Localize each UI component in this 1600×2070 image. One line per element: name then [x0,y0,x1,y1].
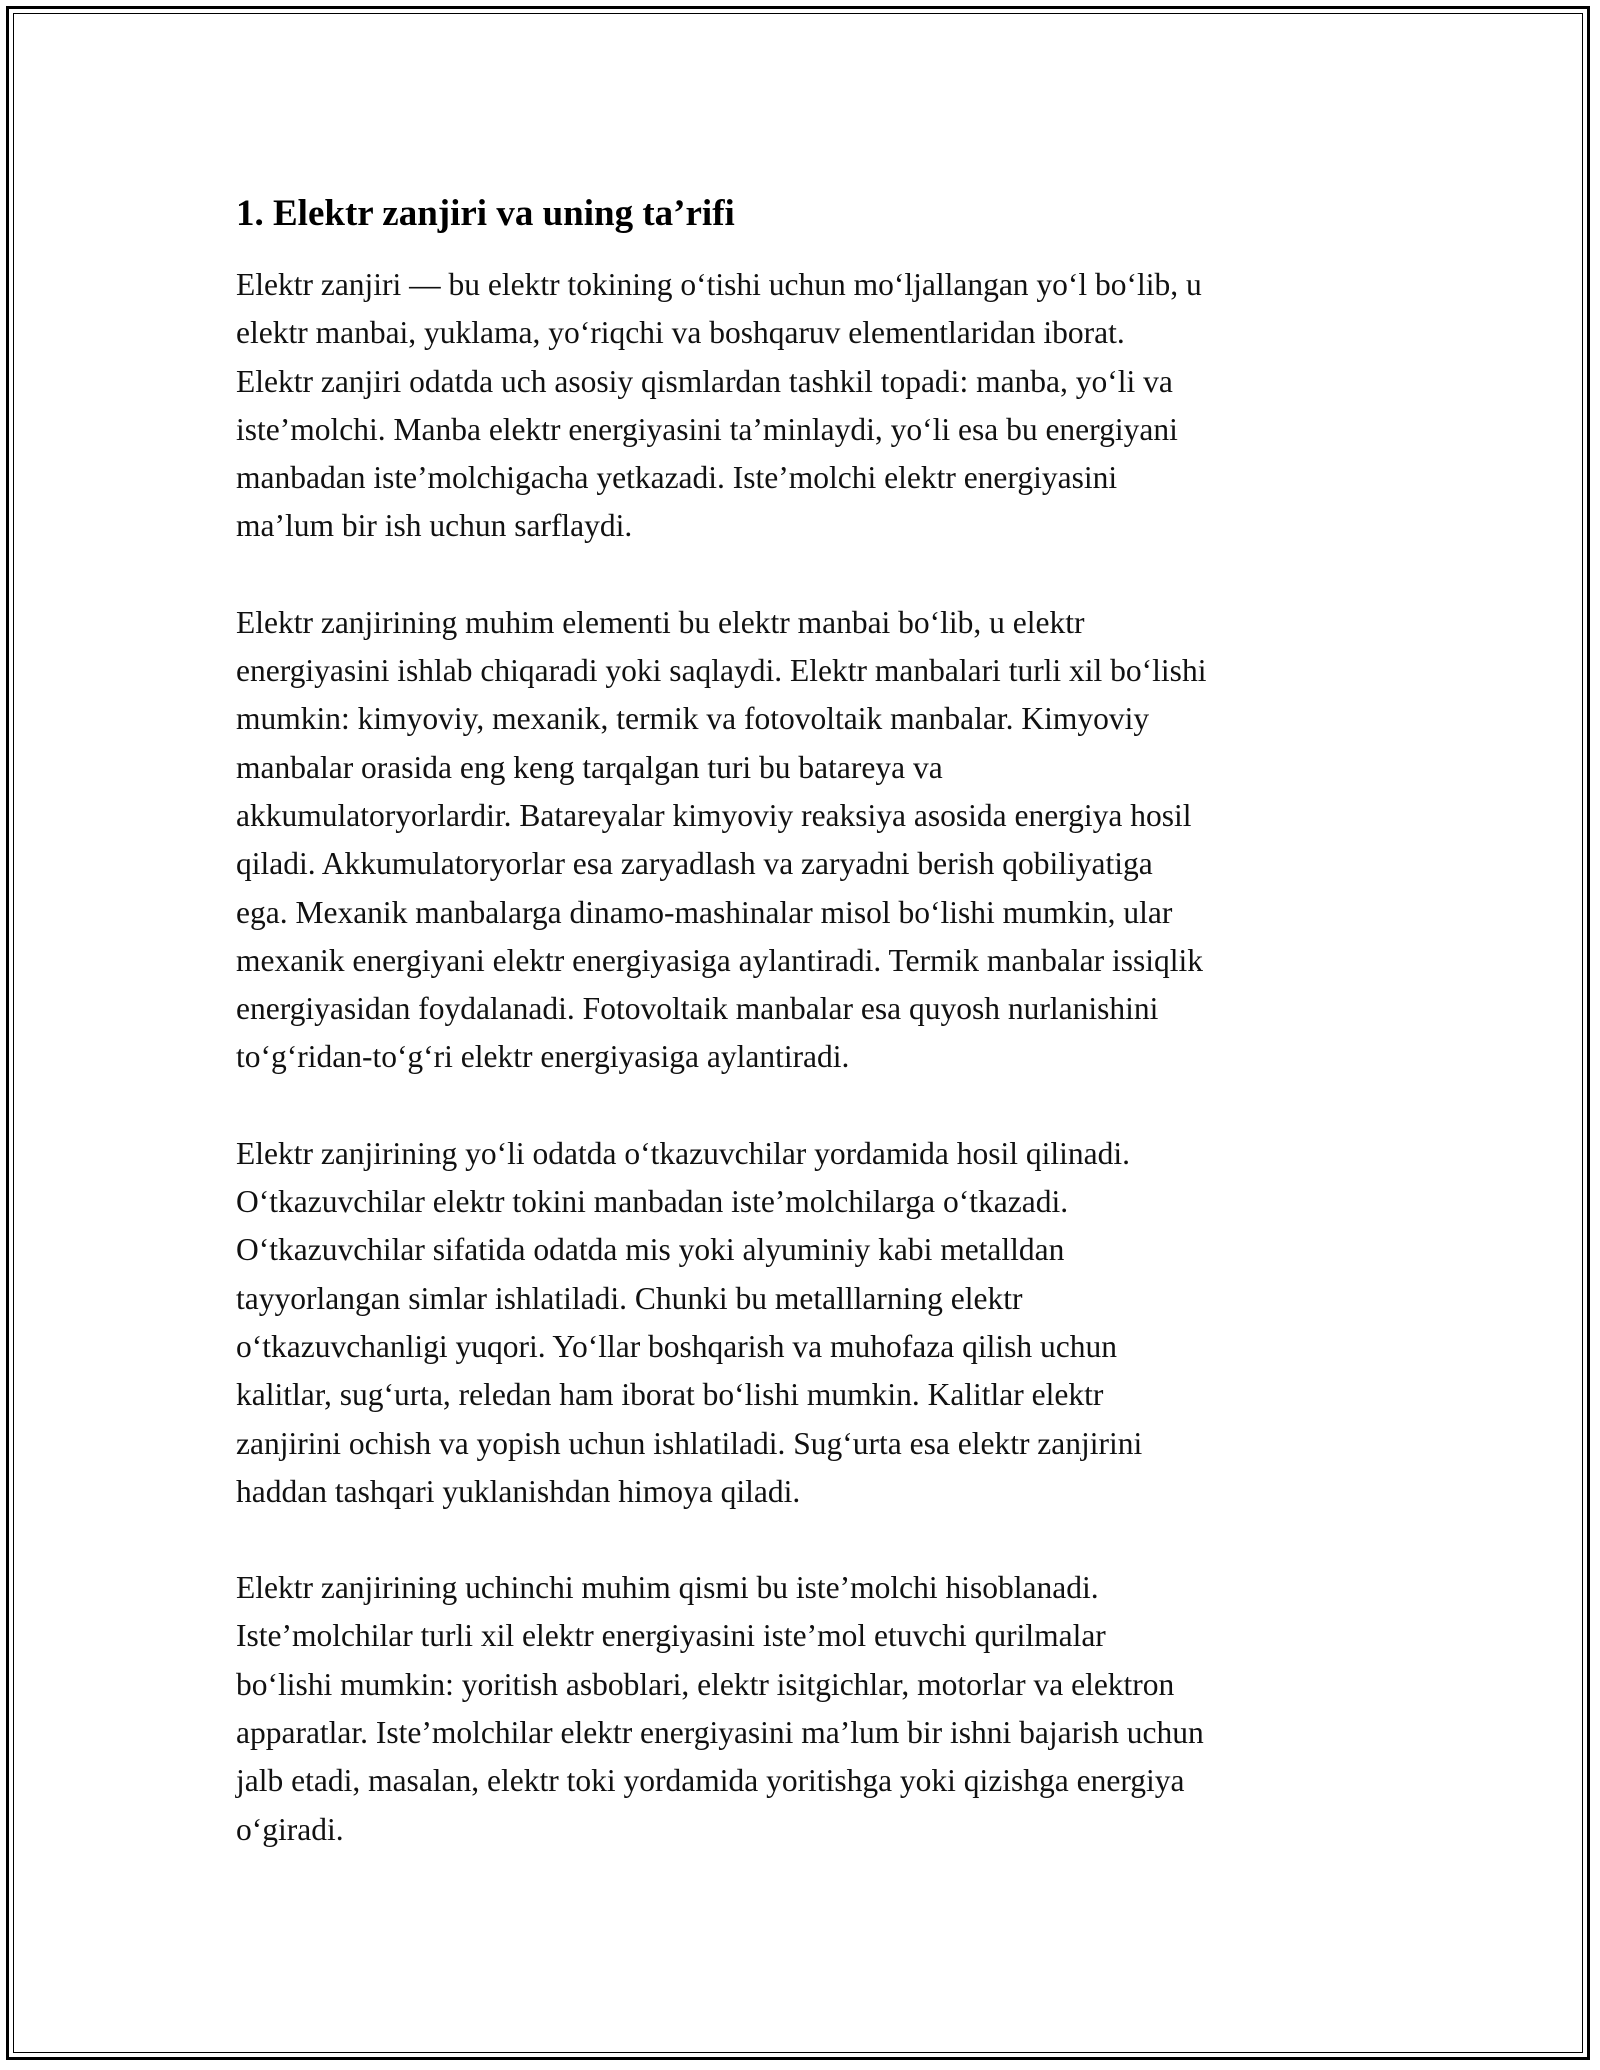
document-body [236,185,1376,1902]
paragraph-circuit-definition: Elektr zanjiri — bu elektr tokining o‘tishi uchun mo‘ljallangan yo‘l bo‘lib, u elektr manbai, yuklama, yo‘riqchi va boshqaruv elementlaridan iborat. Elektr zanjiri odatda uch asosiy qismlardan tashkil topadi: manba, yo‘li va iste’molchi. Manba elektr energiyasini ta’minlaydi, yo‘li esa bu energiyani manbadan iste’molchigacha yetkazadi. Iste’molchi elektr energiyasini ma’lum bir ish uchun sarflaydi. [236,267,1202,544]
paragraph-consumers: Elektr zanjirining uchinchi muhim qismi bu iste’molchi hisoblanadi. Iste’molchilar turli xil elektr energiyasini iste’mol etuvchi qurilmalar bo‘lishi mumkin: yoritish asboblari, elektr isitgichlar, motorlar va elektron apparatlar. Iste’molchilar elektr energiyasini ma’lum bir ishni bajarish uchun jalb etadi, masalan, elektr toki yordamida yoritishga yoki qizishga energiya o‘giradi. [236,1570,1204,1847]
section-heading: 1. Elektr zanjiri va uning ta’rifi [236,193,735,234]
paragraph-power-sources: Elektr zanjirining muhim elementi bu elektr manbai bo‘lib, u elektr energiyasini ishlab chiqaradi yoki saqlaydi. Elektr manbalari turli xil bo‘lishi mumkin: kimyoviy, mexanik, termik va fotovoltaik manbalar. Kimyoviy manbalar orasida eng keng tarqalgan turi bu batareya va akkumulatoryorlardir. Batareyalar kimyoviy reaksiya asosida energiya hosil qiladi. Akkumulatoryorlar esa zaryadlash va zaryadni berish qobiliyatiga ega. Mexanik manbalarga dinamo-mashinalar misol bo‘lishi mumkin, ular mexanik energiyani elektr energiyasiga aylantiradi. Termik manbalar issiqlik energiyasidan foydalanadi. Fotovoltaik manbalar esa quyosh nurlanishini to‘g‘ridan-to‘g‘ri elektr energiyasiga aylantiradi. [236,604,1207,1075]
paragraph-conductors: Elektr zanjirining yo‘li odatda o‘tkazuvchilar yordamida hosil qilinadi. O‘tkazuvchilar elektr tokini manbadan iste’molchilarga o‘tkazadi. O‘tkazuvchilar sifatida odatda mis yoki alyuminiy kabi metalldan tayyorlangan simlar ishlatiladi. Chunki bu metalllarning elektr o‘tkazuvchanligi yuqori. Yo‘llar boshqarish va muhofaza qilish uchun kalitlar, sug‘urta, reledan ham iborat bo‘lishi mumkin. Kalitlar elektr zanjirini ochish va yopish uchun ishlatiladi. Sug‘urta esa elektr zanjirini haddan tashqari yuklanishdan himoya qiladi. [236,1135,1143,1509]
